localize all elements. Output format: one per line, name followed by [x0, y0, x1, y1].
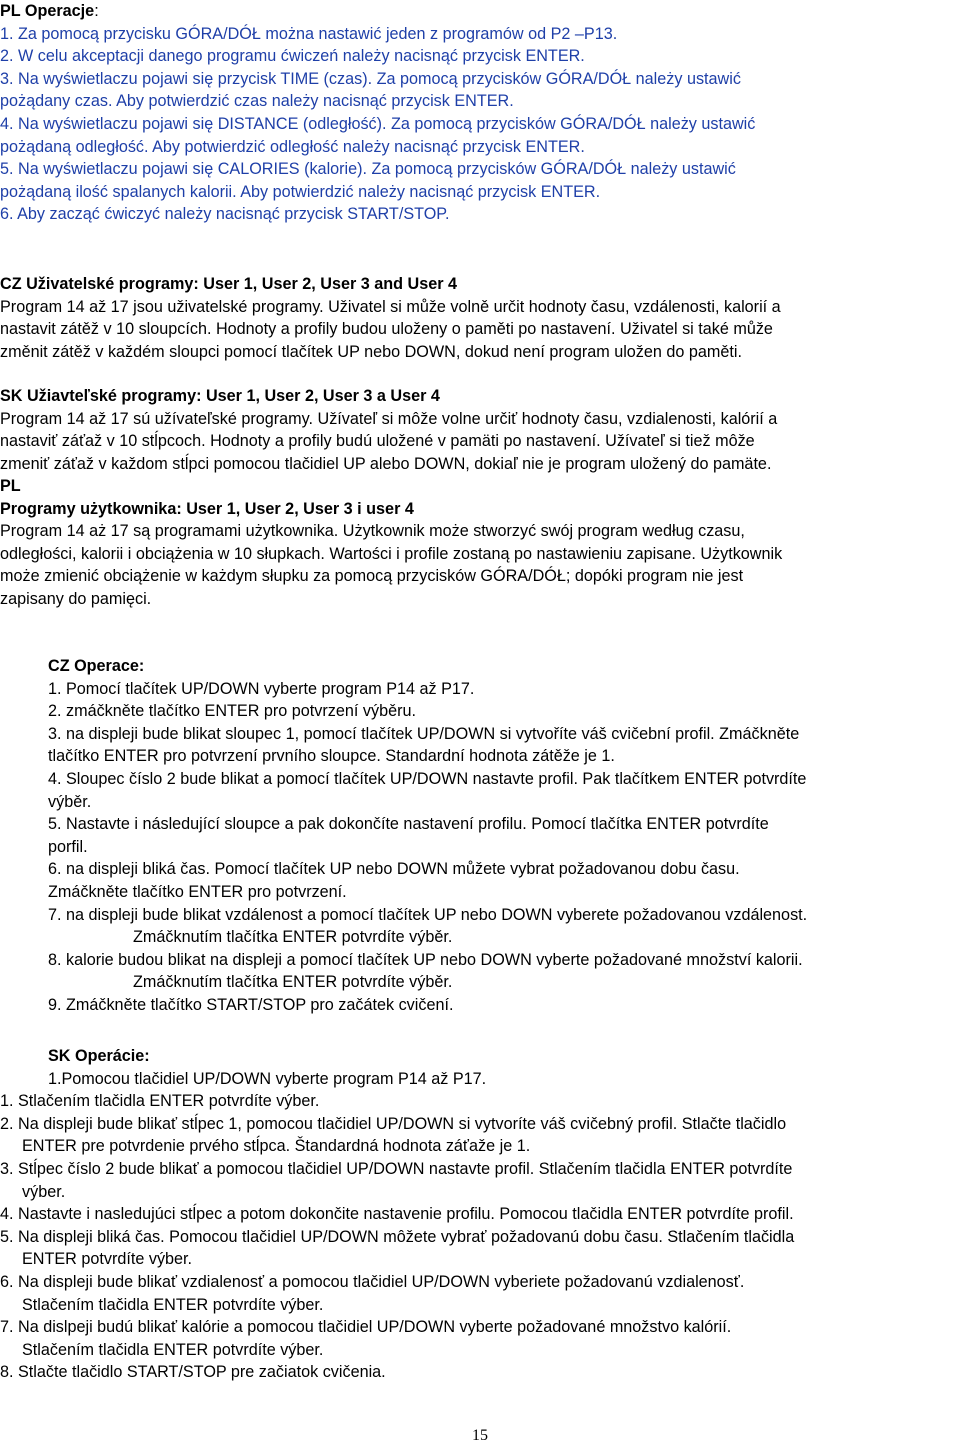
sk-operacie-line: 3. Stĺpec číslo 2 bude blikať a pomocou tlačidiel UP/DOWN nastavte profil. Stlačením tlačidla ENTER potvrdíte — [0, 1159, 793, 1178]
cz-operace-line: 8. kalorie budou blikat na displeji a pomocí tlačítek UP nebo DOWN vyberte požadované množství kalorii. — [48, 950, 803, 969]
sk-user-programs-line: nastaviť záťaž v 10 stĺpcoch. Hodnoty a profily budú uložené v pamäti po nastavení. Užívateľ si tiež môže — [0, 432, 755, 451]
sk-operacie-line: ENTER potvrdíte výber. — [22, 1250, 193, 1269]
sk-operacie-line: 7. Na dislpeji budú blikať kalórie a pomocou tlačidiel UP/DOWN vyberte požadované množstvo kalórií. — [0, 1318, 732, 1337]
pl-user-programs-tag: PL — [0, 477, 21, 495]
cz-user-programs-section — [0, 273, 952, 363]
sk-operacie-line: 8. Stlačte tlačidlo START/STOP pre začiatok cvičenia. — [0, 1363, 386, 1382]
pl-user-programs-line: Program 14 aż 17 są programami użytkownika. Użytkownik może stworzyć swój program według czasu, — [0, 522, 745, 541]
pl-operacje-line: 1. Za pomocą przycisku GÓRA/DÓŁ można nastawić jeden z programów od P2 –P13. — [0, 24, 618, 43]
pl-operacje-line: 5. Na wyświetlaczu pojawi się CALORIES (kalorie). Za pomocą przycisków GÓRA/DÓŁ należy ustawić — [0, 160, 736, 179]
cz-operace-line: 5. Nastavte i následující sloupce a pak dokončíte nastavení profilu. Pomocí tlačítka ENTER potvrdíte — [48, 815, 769, 834]
sk-operacie-section — [0, 1045, 952, 1384]
pl-operacje-line: 3. Na wyświetlaczu pojawi się przycisk TIME (czas). Za pomocą przycisków GÓRA/DÓŁ należy ustawić — [0, 69, 741, 88]
cz-operace-line: 4. Sloupec číslo 2 bude blikat a pomocí tlačítek UP/DOWN nastavte profil. Pak tlačítkem ENTER potvrdíte — [48, 769, 807, 788]
pl-user-programs-line: zapisany do pamięci. — [0, 589, 152, 608]
cz-operace-line: 3. na displeji bude blikat sloupec 1, pomocí tlačítek UP/DOWN si vytvoříte váš cvičební profil. Zmáčkněte — [48, 724, 800, 743]
pl-operacje-line: 4. Na wyświetlaczu pojawi się DISTANCE (odległość). Za pomocą przycisków GÓRA/DÓŁ należy ustawić — [0, 114, 756, 133]
sk-operacie-line: Stlačením tlačidla ENTER potvrdíte výber. — [22, 1340, 324, 1359]
cz-operace-line: Zmáčkněte tlačítko ENTER pro potvrzení. — [48, 882, 347, 901]
pl-operacje-line: 6. Aby zacząć ćwiczyć należy nacisnąć przycisk START/STOP. — [0, 205, 450, 224]
cz-user-programs-line: změnit zátěž v každém sloupci pomocí tlačítek UP nebo DOWN, dokud není program uložen do paměti. — [0, 342, 742, 361]
sk-operacie-line: 5. Na displeji bliká čas. Pomocou tlačidiel UP/DOWN môžete vybrať požadovanú dobu času. Stlačením tlačidla — [0, 1227, 795, 1246]
sk-user-programs-line: Program 14 až 17 sú užívateľské programy. Užívateľ si môže volne určiť hodnoty času, vzdialenosti, kalórií a — [0, 409, 778, 428]
cz-operace-line: 7. na displeji bude blikat vzdálenost a pomocí tlačítek UP nebo DOWN vyberete požadovanou vzdálenost. — [48, 905, 808, 924]
sk-operacie-line: 6. Na displeji bude blikať vzdialenosť a pomocou tlačidiel UP/DOWN vyberiete požadovanú vzdialenosť. — [0, 1272, 745, 1291]
pl-operacje-list — [0, 23, 952, 226]
sk-operacie-line: 1. Stlačením tlačidla ENTER potvrdíte výber. — [0, 1092, 320, 1111]
sk-user-programs-heading: SK Užiavteľské programy: User 1, User 2, User 3 a User 4 — [0, 387, 440, 405]
sk-user-programs-text — [0, 408, 952, 476]
cz-user-programs-text — [0, 296, 952, 364]
sk-operacie-line: výber. — [22, 1182, 66, 1201]
cz-operace-line: Zmáčknutím tlačítka ENTER potvrdíte výběr. — [133, 973, 453, 992]
sk-operacie-line: Stlačením tlačidla ENTER potvrdíte výber. — [22, 1295, 324, 1314]
sk-user-programs-line: zmeniť záťaž v každom stĺpci pomocou tlačidiel UP alebo DOWN, dokiaľ nie je program uložený do pamäte. — [0, 454, 772, 473]
sk-operacie-line: 1.Pomocou tlačidiel UP/DOWN vyberte program P14 až P17. — [48, 1069, 487, 1088]
sk-operacie-line: ENTER pre potvrdenie prvého stĺpca. Štandardná hodnota záťaže je 1. — [22, 1137, 531, 1156]
cz-user-programs-heading: CZ Uživatelské programy: User 1, User 2, User 3 and User 4 — [0, 275, 458, 293]
cz-operace-line: 1. Pomocí tlačítek UP/DOWN vyberte program P14 až P17. — [48, 679, 475, 698]
pl-operacje-line: pożądaną ilość spalanych kalorii. Aby potwierdzić należy nacisnąć przycisk ENTER. — [0, 182, 601, 201]
cz-user-programs-line: nastavit zátěž v 10 sloupcích. Hodnoty a profily budou uloženy o paměti po nastavení. Uživatel si také může — [0, 320, 773, 339]
cz-operace-line: výběr. — [48, 792, 92, 811]
cz-operace-line: Zmáčknutím tlačítka ENTER potvrdíte výběr. — [133, 928, 453, 947]
cz-operace-section — [0, 655, 952, 1017]
cz-operace-line: 2. zmáčkněte tlačítko ENTER pro potvrzení výběru. — [48, 702, 416, 721]
sk-operacie-list — [0, 1068, 952, 1384]
sk-operacie-line: 2. Na displeji bude blikať stĺpec 1, pomocou tlačidiel UP/DOWN si vytvoríte váš cvičebný profil. Stlačte tlačidlo — [0, 1114, 787, 1133]
sk-user-programs-section — [0, 385, 952, 475]
cz-operace-line: porfil. — [48, 837, 88, 856]
cz-operace-heading: CZ Operace: — [48, 657, 145, 675]
sk-operacie-line: 4. Nastavte i nasledujúci stĺpec a potom dokončite nastavenie profilu. Pomocou tlačidla ENTER potvrdíte profil. — [0, 1205, 794, 1224]
pl-user-programs-line: odległości, kalorii i obciążenia w 10 słupkach. Wartości i profile zostaną po nastawieniu zapisane. Użytkownik — [0, 544, 783, 563]
pl-user-programs-line: może zmienić obciążenie w każdym słupku za pomocą przycisków GÓRA/DÓŁ; dopóki program nie jest — [0, 567, 744, 586]
pl-user-programs-heading: Programy użytkownika: User 1, User 2, User 3 i user 4 — [0, 499, 414, 518]
pl-operacje-heading: PL Operacje — [0, 2, 95, 20]
cz-operace-line: tlačítko ENTER pro potvrzení prvního sloupce. Standardní hodnota zátěže je 1. — [48, 747, 615, 766]
cz-operace-line: 9. Zmáčkněte tlačítko START/STOP pro začátek cvičení. — [48, 995, 454, 1014]
pl-user-programs-section — [0, 475, 952, 611]
cz-operace-list — [0, 678, 952, 1017]
pl-operacje-line: pożądany czas. Aby potwierdzić czas należy nacisnąć przycisk ENTER. — [0, 92, 514, 111]
pl-operacje-line: pożądaną odległość. Aby potwierdzić odległość należy nacisnąć przycisk ENTER. — [0, 137, 585, 156]
pl-user-programs-text — [0, 520, 952, 610]
pl-operacje-section — [0, 0, 952, 226]
pl-operacje-line: 2. W celu akceptacji danego programu ćwiczeń należy nacisnąć przycisk ENTER. — [0, 47, 585, 66]
sk-operacie-heading: SK Operácie: — [48, 1047, 150, 1065]
page-number: 15 — [472, 1427, 488, 1444]
pl-operacje-colon: : — [94, 2, 99, 20]
cz-user-programs-line: Program 14 až 17 jsou uživatelské programy. Uživatel si může volně určit hodnoty času, vzdálenosti, kalorií a — [0, 297, 781, 316]
cz-operace-line: 6. na displeji bliká čas. Pomocí tlačítek UP nebo DOWN můžete vybrat požadovanou dobu času. — [48, 860, 740, 879]
